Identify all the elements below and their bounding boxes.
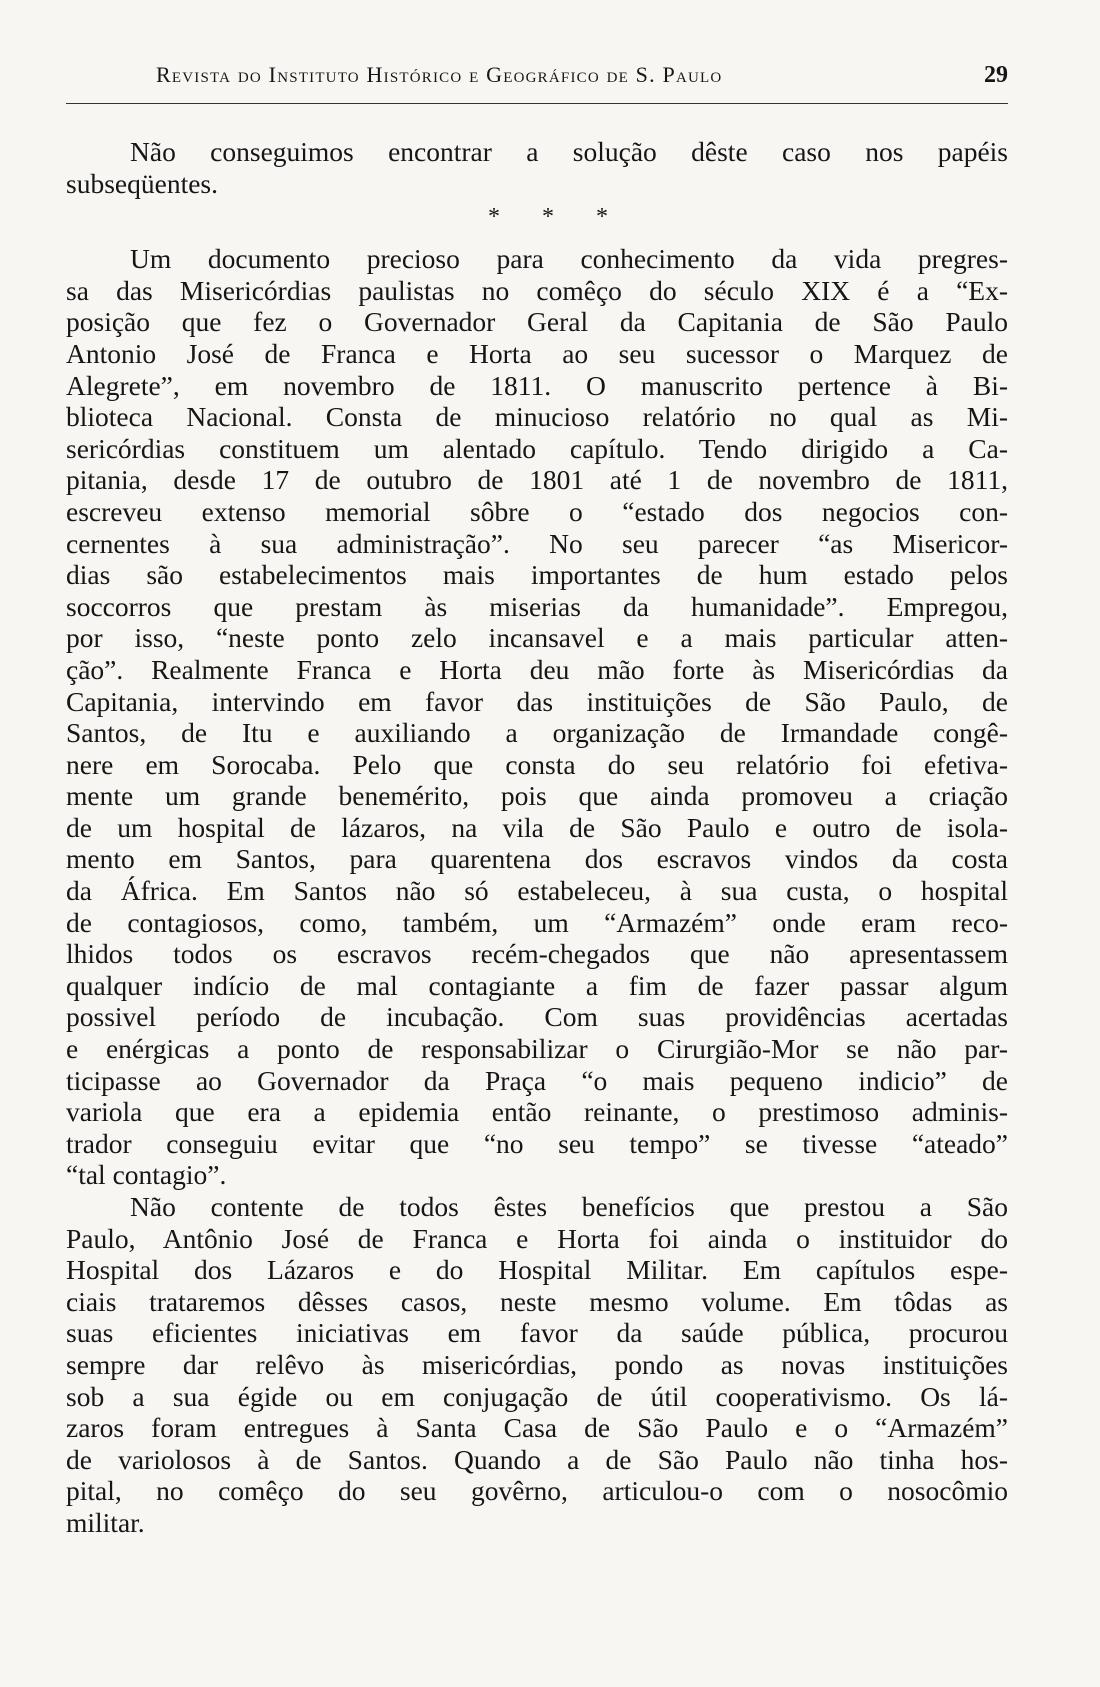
text-line: Antonio José de Franca e Horta ao seu sucessor o Marquez de <box>66 337 1008 369</box>
text-line: suas eficientes iniciativas em favor da saúde pública, procurou <box>66 1317 1008 1349</box>
paragraph-1 <box>66 136 1008 199</box>
text-line: e enérgicas a ponto de responsabilizar o Cirurgião-Mor se não par- <box>66 1033 1008 1065</box>
text-line: de variolosos à de Santos. Quando a de São Paulo não tinha hos- <box>66 1443 1008 1475</box>
text-line: escreveu extenso memorial sôbre o “estado dos negocios con- <box>66 495 1008 527</box>
text-line: zaros foram entregues à Santa Casa de São Paulo e o “Armazém” <box>66 1412 1008 1444</box>
text-line: Alegrete”, em novembro de 1811. O manuscrito pertence à Bi- <box>66 369 1008 401</box>
text-line: da África. Em Santos não só estabeleceu, à sua custa, o hospital <box>66 875 1008 907</box>
text-line: posição que fez o Governador Geral da Capitania de São Paulo <box>66 306 1008 338</box>
text-line: Santos, de Itu e auxiliando a organização de Irmandade congê- <box>66 717 1008 749</box>
text-line: por isso, “neste ponto zelo incansavel e a mais particular atten- <box>66 622 1008 654</box>
text-line: pital, no comêço do seu govêrno, articulou-o com o nosocômio <box>66 1475 1008 1507</box>
text-line: Não conseguimos encontrar a solução dêste caso nos papéis <box>130 136 1008 167</box>
text-line: pitania, desde 17 de outubro de 1801 até 1 de novembro de 1811, <box>66 464 1008 496</box>
text-line: possivel período de incubação. Com suas providências acertadas <box>66 1001 1008 1033</box>
text-line: ção”. Realmente Franca e Horta deu mão forte às Misericórdias da <box>66 653 1008 685</box>
text-line: de um hospital de lázaros, na vila de São Paulo e outro de isola- <box>66 811 1008 843</box>
text-line: blioteca Nacional. Consta de minucioso relatório no qual as Mi- <box>66 401 1008 433</box>
text-line: variola que era a epidemia então reinante, o prestimoso adminis- <box>66 1096 1008 1128</box>
text-line: mento em Santos, para quarentena dos escravos vindos da costa <box>66 843 1008 875</box>
text-line: Paulo, Antônio José de Franca e Horta foi ainda o instituidor do <box>66 1222 1008 1254</box>
header-rule <box>66 103 1008 104</box>
text-line: sa das Misericórdias paulistas no comêço do século XIX é a “Ex- <box>66 274 1008 306</box>
text-line: Hospital dos Lázaros e do Hospital Militar. Em capítulos espe- <box>66 1254 1008 1286</box>
text-line: trador conseguiu evitar que “no seu tempo” se tivesse “ateado” <box>66 1127 1008 1159</box>
paragraph-3 <box>66 1191 1008 1539</box>
paragraph-2 <box>66 243 1008 1191</box>
text-line: subseqüentes. <box>66 167 218 199</box>
text-line: nere em Sorocaba. Pelo que consta do seu relatório foi efetiva- <box>66 748 1008 780</box>
text-line: cernentes à sua administração”. No seu parecer “as Misericor- <box>66 527 1008 559</box>
text-line: Um documento precioso para conhecimento da vida pregres- <box>130 243 1008 275</box>
text-line: soccorros que prestam às miserias da humanidade”. Empregou, <box>66 590 1008 622</box>
running-header <box>66 62 1008 89</box>
text-line: sob a sua égide ou em conjugação de útil cooperativismo. Os lá- <box>66 1380 1008 1412</box>
running-title: Revista do Instituto Histórico e Geográfico de S. Paulo <box>156 62 723 87</box>
page-number: 29 <box>984 62 1008 88</box>
text-line: sericórdias constituem um alentado capítulo. Tendo dirigido a Ca- <box>66 432 1008 464</box>
text-line: ciais trataremos dêsses casos, neste mesmo volume. Em tôdas as <box>66 1285 1008 1317</box>
text-line: ticipasse ao Governador da Praça “o mais pequeno indicio” de <box>66 1064 1008 1096</box>
text-line: de contagiosos, como, também, um “Armazém” onde eram reco- <box>66 906 1008 938</box>
section-separator: * * * <box>488 204 626 231</box>
text-line: “tal contagio”. <box>66 1159 227 1191</box>
text-line: lhidos todos os escravos recém-chegados que não apresentassem <box>66 938 1008 970</box>
text-line: mente um grande benemérito, pois que ainda promoveu a criação <box>66 780 1008 812</box>
body-text <box>66 136 1008 1539</box>
text-line: dias são estabelecimentos mais importantes de hum estado pelos <box>66 559 1008 591</box>
text-line: qualquer indício de mal contagiante a fim de fazer passar algum <box>66 969 1008 1001</box>
text-line: sempre dar relêvo às misericórdias, pondo as novas instituições <box>66 1348 1008 1380</box>
text-line: Não contente de todos êstes benefícios que prestou a São <box>130 1191 1008 1222</box>
text-line: militar. <box>66 1506 145 1538</box>
text-line: Capitania, intervindo em favor das instituições de São Paulo, de <box>66 685 1008 717</box>
